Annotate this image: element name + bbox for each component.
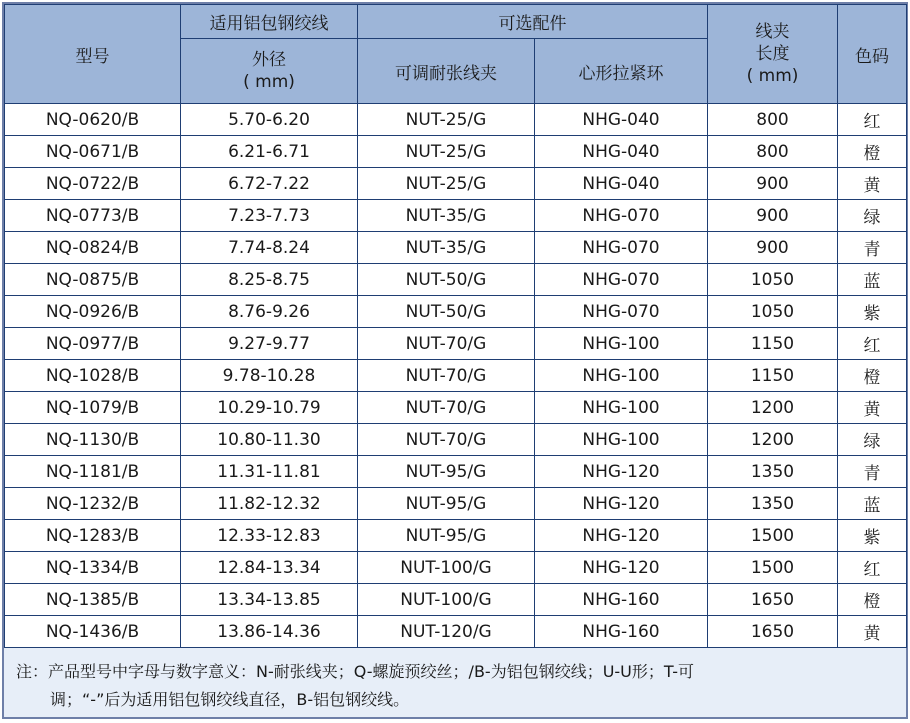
cell-tension-clamp: NUT-95/G [358,520,535,552]
cell-thimble: NHG-120 [535,552,708,584]
header-clamp-length [708,5,838,104]
cell-clamp-length: 800 [708,104,838,136]
cell-tension-clamp: NUT-35/G [358,200,535,232]
table-row [5,424,907,456]
cell-clamp-length: 900 [708,232,838,264]
cell-outer-diameter: 8.76-9.26 [181,296,358,328]
cell-color-code: 紫 [838,296,907,328]
cell-outer-diameter: 9.27-9.77 [181,328,358,360]
cell-thimble: NHG-120 [535,488,708,520]
cell-model: NQ-1334/B [5,552,181,584]
cell-color-code: 蓝 [838,264,907,296]
cell-color-code: 绿 [838,424,907,456]
cell-tension-clamp: NUT-70/G [358,424,535,456]
cell-tension-clamp: NUT-50/G [358,296,535,328]
header-color-code: 色码 [838,5,907,104]
cell-thimble: NHG-100 [535,360,708,392]
spec-table [4,4,907,648]
cell-outer-diameter: 8.25-8.75 [181,264,358,296]
cell-outer-diameter: 11.82-12.32 [181,488,358,520]
table-row [5,360,907,392]
cell-model: NQ-1283/B [5,520,181,552]
cell-tension-clamp: NUT-25/G [358,136,535,168]
cell-tension-clamp: NUT-25/G [358,168,535,200]
cell-clamp-length: 1200 [708,392,838,424]
cell-outer-diameter: 10.80-11.30 [181,424,358,456]
cell-clamp-length: 800 [708,136,838,168]
cell-color-code: 红 [838,328,907,360]
header-model: 型号 [5,5,181,104]
cell-model: NQ-1028/B [5,360,181,392]
header-clamp-length-line1: 线夹 [755,22,790,42]
table-row [5,488,907,520]
cell-model: NQ-0620/B [5,104,181,136]
header-outer-diameter [181,39,358,104]
cell-tension-clamp: NUT-95/G [358,456,535,488]
cell-thimble: NHG-160 [535,584,708,616]
table-row [5,168,907,200]
header-clamp-length-unit: ( mm) [746,66,799,86]
cell-model: NQ-0926/B [5,296,181,328]
cell-outer-diameter: 11.31-11.81 [181,456,358,488]
cell-thimble: NHG-040 [535,136,708,168]
cell-outer-diameter: 13.86-14.36 [181,616,358,648]
cell-model: NQ-1385/B [5,584,181,616]
cell-thimble: NHG-040 [535,104,708,136]
cell-color-code: 绿 [838,200,907,232]
cell-tension-clamp: NUT-100/G [358,552,535,584]
cell-outer-diameter: 12.84-13.34 [181,552,358,584]
cell-thimble: NHG-070 [535,264,708,296]
cell-clamp-length: 1150 [708,328,838,360]
cell-thimble: NHG-100 [535,328,708,360]
header-optional-group: 可选配件 [358,5,708,39]
cell-color-code: 红 [838,104,907,136]
cell-tension-clamp: NUT-95/G [358,488,535,520]
cell-color-code: 蓝 [838,488,907,520]
cell-thimble: NHG-120 [535,520,708,552]
table-row [5,104,907,136]
cell-tension-clamp: NUT-100/G [358,584,535,616]
cell-clamp-length: 1650 [708,616,838,648]
header-steel-group: 适用铝包钢绞线 [181,5,358,39]
table-row [5,264,907,296]
table-row [5,392,907,424]
cell-thimble: NHG-070 [535,200,708,232]
cell-color-code: 橙 [838,584,907,616]
cell-outer-diameter: 12.33-12.83 [181,520,358,552]
cell-tension-clamp: NUT-25/G [358,104,535,136]
cell-model: NQ-1079/B [5,392,181,424]
cell-tension-clamp: NUT-70/G [358,360,535,392]
cell-outer-diameter: 5.70-6.20 [181,104,358,136]
cell-color-code: 黄 [838,168,907,200]
cell-clamp-length: 1350 [708,488,838,520]
footnote-line1: 注：产品型号中字母与数字意义：N-耐张线夹；Q-螺旋预绞丝；/B-为铝包钢绞线；U-U形；T-可 [16,662,694,681]
table-row [5,296,907,328]
table-row [5,456,907,488]
cell-clamp-length: 1050 [708,296,838,328]
cell-outer-diameter: 6.21-6.71 [181,136,358,168]
cell-thimble: NHG-120 [535,456,708,488]
cell-clamp-length: 900 [708,168,838,200]
table-row [5,584,907,616]
cell-model: NQ-0977/B [5,328,181,360]
cell-color-code: 青 [838,456,907,488]
cell-clamp-length: 1350 [708,456,838,488]
table-row [5,328,907,360]
header-outer-diameter-unit: ( mm) [243,72,295,92]
header-thimble: 心形拉紧环 [535,39,708,104]
cell-tension-clamp: NUT-35/G [358,232,535,264]
cell-model: NQ-0824/B [5,232,181,264]
cell-clamp-length: 1050 [708,264,838,296]
table-row [5,232,907,264]
cell-model: NQ-0875/B [5,264,181,296]
cell-outer-diameter: 9.78-10.28 [181,360,358,392]
spec-table-panel [2,2,908,719]
cell-color-code: 青 [838,232,907,264]
cell-clamp-length: 1200 [708,424,838,456]
header-clamp-length-line2: 长度 [755,44,790,64]
header-outer-diameter-label: 外径 [252,50,286,70]
cell-model: NQ-0671/B [5,136,181,168]
table-row [5,552,907,584]
cell-model: NQ-0722/B [5,168,181,200]
table-row [5,136,907,168]
cell-thimble: NHG-100 [535,392,708,424]
cell-model: NQ-1130/B [5,424,181,456]
cell-clamp-length: 900 [708,200,838,232]
cell-outer-diameter: 6.72-7.22 [181,168,358,200]
cell-clamp-length: 1150 [708,360,838,392]
footnote [4,654,906,717]
cell-color-code: 橙 [838,360,907,392]
cell-model: NQ-1232/B [5,488,181,520]
cell-clamp-length: 1500 [708,552,838,584]
cell-color-code: 紫 [838,520,907,552]
cell-model: NQ-1436/B [5,616,181,648]
cell-clamp-length: 1500 [708,520,838,552]
cell-color-code: 橙 [838,136,907,168]
cell-model: NQ-1181/B [5,456,181,488]
cell-tension-clamp: NUT-70/G [358,328,535,360]
cell-color-code: 红 [838,552,907,584]
table-row [5,616,907,648]
cell-model: NQ-0773/B [5,200,181,232]
cell-outer-diameter: 13.34-13.85 [181,584,358,616]
table-row [5,200,907,232]
cell-thimble: NHG-070 [535,232,708,264]
cell-tension-clamp: NUT-50/G [358,264,535,296]
cell-thimble: NHG-160 [535,616,708,648]
cell-outer-diameter: 10.29-10.79 [181,392,358,424]
cell-tension-clamp: NUT-120/G [358,616,535,648]
cell-outer-diameter: 7.74-8.24 [181,232,358,264]
cell-thimble: NHG-100 [535,424,708,456]
cell-thimble: NHG-070 [535,296,708,328]
cell-tension-clamp: NUT-70/G [358,392,535,424]
cell-color-code: 黄 [838,616,907,648]
cell-thimble: NHG-040 [535,168,708,200]
cell-outer-diameter: 7.23-7.73 [181,200,358,232]
cell-clamp-length: 1650 [708,584,838,616]
footnote-line2: 调；“-”后为适用铝包钢绞线直径，B-铝包钢绞线。 [50,690,410,709]
table-row [5,520,907,552]
header-tension-clamp: 可调耐张线夹 [358,39,535,104]
cell-color-code: 黄 [838,392,907,424]
